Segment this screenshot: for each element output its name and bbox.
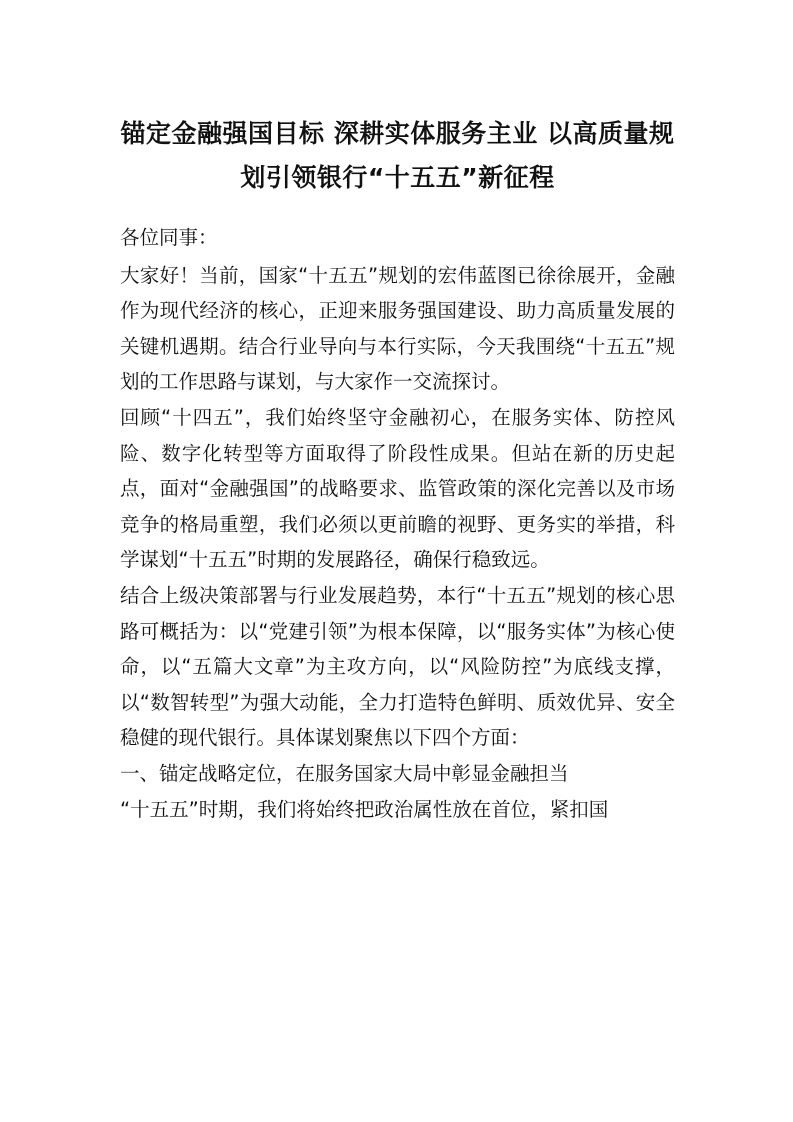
section-heading-1: 一、锚定战略定位，在服务国家大局中彰显金融担当 xyxy=(120,761,569,785)
title-line-1: 锚定金融强国目标 深耕实体服务主业 以高质量规 xyxy=(120,119,675,148)
document-body xyxy=(120,220,675,827)
paragraph-section-1: “十五五”时期，我们将始终把政治属性放在首位，紧扣国 xyxy=(120,797,609,821)
paragraph-opening: 大家好！当前，国家“十五五”规划的宏伟蓝图已徐徐展开，金融作为现代经济的核心，正迎来服务强国建设、助力高质量发展的关键机遇期。结合行业导向与本行实际，今天我围绕“十五五”规划的工作思路与谋划，与大家作一交流探讨。 xyxy=(120,263,675,394)
document-title xyxy=(114,112,681,200)
salutation: 各位同事： xyxy=(120,226,218,249)
title-line-2: 划引领银行“十五五”新征程 xyxy=(240,163,555,192)
paragraph-core-idea: 结合上级决策部署与行业发展趋势，本行“十五五”规划的核心思路可概括为：以“党建引领”为根本保障，以“服务实体”为核心使命，以“五篇大文章”为主攻方向，以“风险防控”为底线支撑，以“数智转型”为强大动能，全力打造特色鲜明、质效优异、安全稳健的现代银行。具体谋划聚焦以下四个方面： xyxy=(120,583,675,750)
paragraph-review: 回顾“十四五”，我们始终坚守金融初心，在服务实体、防控风险、数字化转型等方面取得了阶段性成果。但站在新的历史起点，面对“金融强国”的战略要求、监管政策的深化完善以及市场竞争的格局重塑，我们必须以更前瞻的视野、更务实的举措，科学谋划“十五五”时期的发展路径，确保行稳致远。 xyxy=(120,405,675,572)
